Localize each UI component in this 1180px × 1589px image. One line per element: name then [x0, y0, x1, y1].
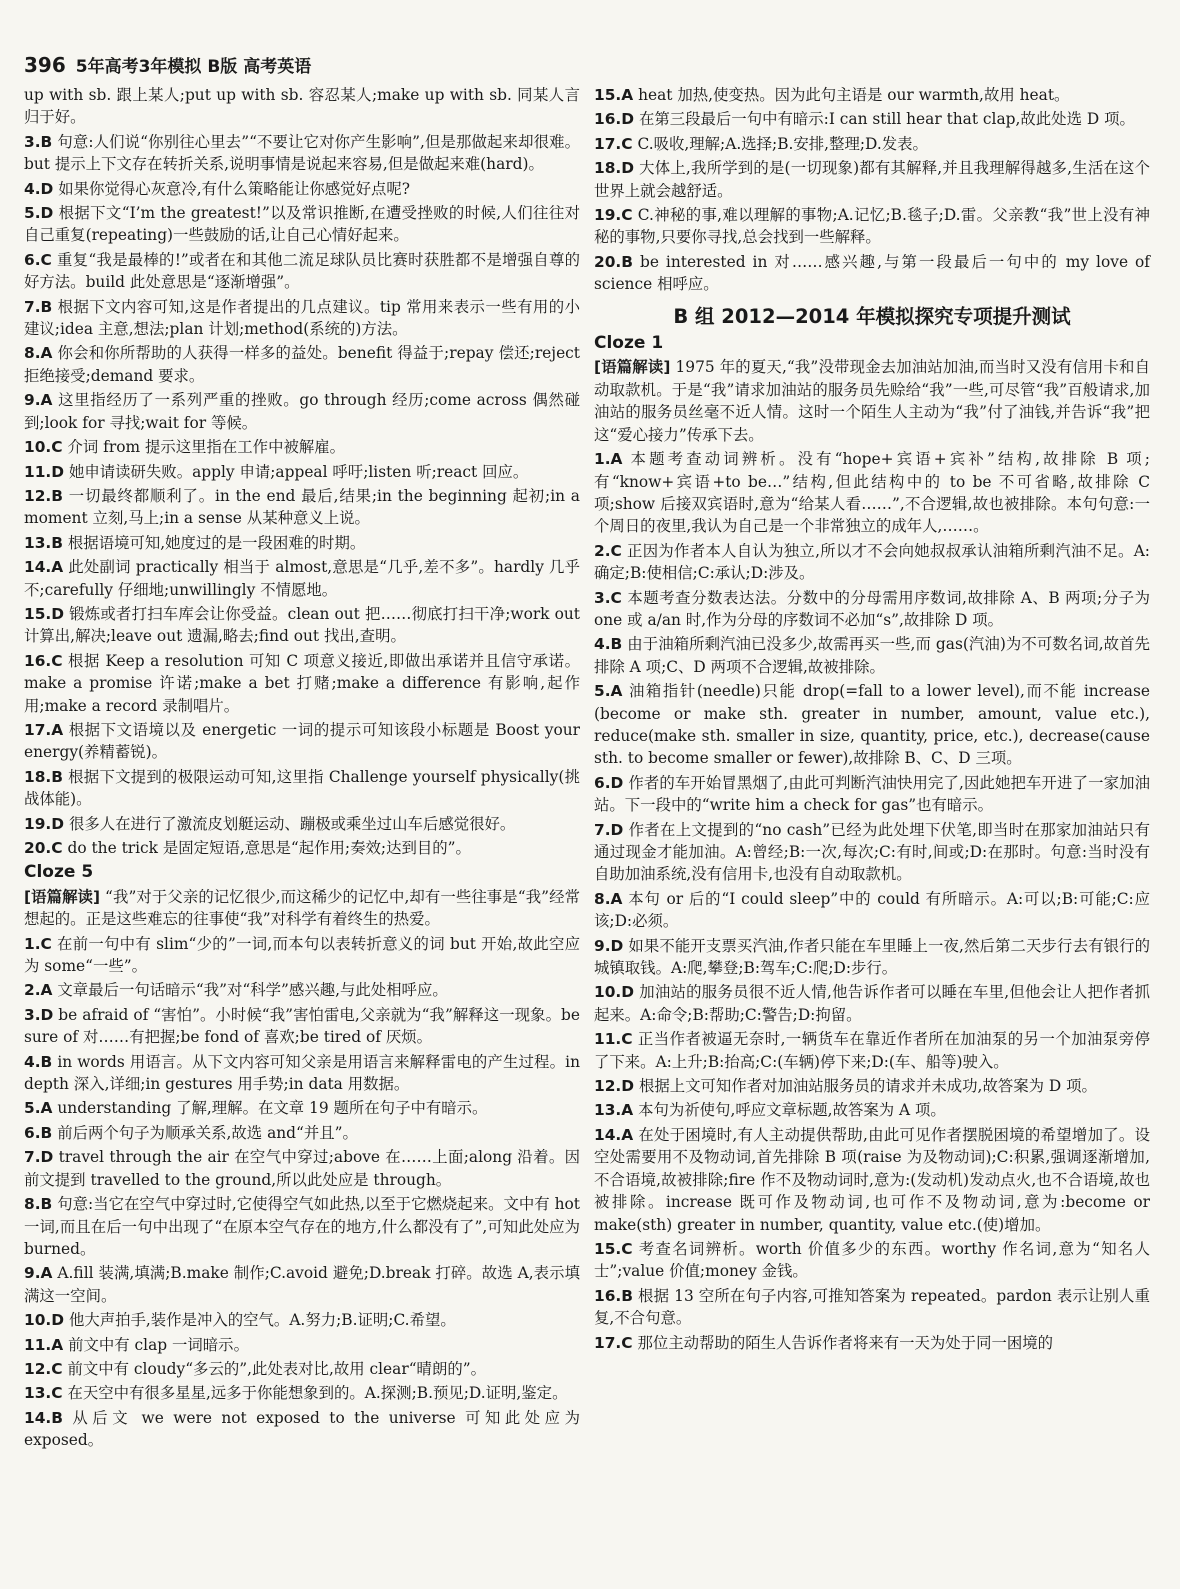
- answer-explanation: 锻炼或者打扫车库会让你受益。clean out 把……彻底打扫干净;work out 计算出,解决;leave out 遗漏,略去;find out 找出,查明。: [24, 604, 580, 646]
- answer-item: [24, 837, 580, 859]
- answer-number: 6.C: [24, 250, 52, 269]
- answer-item: [594, 540, 1150, 585]
- answer-explanation: 句意:人们说“你别往心里去”“不要让它对你产生影响”,但是那做起来却很难。but 提示上下文存在转折关系,说明事情是说起来容易,但是做起来难(hard)。: [24, 132, 580, 174]
- answer-item: [24, 813, 580, 835]
- answer-number: 15.D: [24, 604, 65, 623]
- answer-explanation: be interested in 对……感兴趣,与第一段最后一句中的 my love of science 相呼应。: [594, 252, 1150, 294]
- answer-explanation: C.神秘的事,难以理解的事物;A.记忆;B.毯子;D.雷。父亲教“我”世上没有神秘的事物,只要你寻找,总会找到一些解释。: [594, 206, 1150, 247]
- answer-item: [594, 1332, 1150, 1354]
- answer-item: [24, 178, 580, 200]
- answer-number: 1.C: [24, 934, 52, 953]
- answer-item: [24, 603, 580, 648]
- answer-explanation: 根据下文语境以及 energetic 一词的提示可知该段小标题是 Boost your energy(养精蓄锐)。: [24, 720, 580, 762]
- answer-explanation: 如果不能开支票买汽油,作者只能在车里睡上一夜,然后第二天步行去有银行的城镇取钱。A:爬,攀登;B:驾车;C:爬;D:步行。: [594, 936, 1150, 978]
- answer-number: 9.D: [594, 936, 624, 955]
- answer-explanation: 正当作者被逼无奈时,一辆货车在靠近作者所在加油泵的另一个加油泵旁停了下来。A:上升;B:抬高;C:(车辆)停下来;D:(车、船等)驶入。: [594, 1030, 1150, 1071]
- answer-number: 4.D: [24, 179, 54, 198]
- answer-item: [594, 587, 1150, 632]
- answer-number: 18.B: [24, 767, 63, 786]
- answer-item: [594, 448, 1150, 538]
- answer-explanation: 根据语境可知,她度过的是一段困难的时期。: [67, 533, 366, 552]
- answer-explanation: travel through the air 在空气中穿过;above 在……上面;along 沿着。因前文提到 travelled to the ground,所以此处应是 through。: [24, 1148, 580, 1189]
- answer-item: [24, 389, 580, 434]
- answer-item: [24, 1146, 580, 1191]
- answer-item: [24, 1309, 580, 1331]
- answer-number: 6.D: [594, 773, 624, 792]
- answer-explanation: 你会和你所帮助的人获得一样多的益处。benefit 得益于;repay 偿还;reject 拒绝接受;demand 要求。: [24, 344, 580, 385]
- answer-number: 12.B: [24, 486, 63, 505]
- answer-item: [24, 1407, 580, 1452]
- answer-number: 15.A: [594, 86, 634, 104]
- answer-item: [594, 251, 1150, 296]
- answer-number: 4.B: [594, 635, 623, 654]
- answer-explanation: C.吸收,理解;A.选择;B.安排,整理;D.发表。: [637, 134, 928, 153]
- answer-item: [24, 719, 580, 764]
- answer-item: [24, 1097, 580, 1119]
- answer-explanation: 由于油箱所剩汽油已没多少,故需再买一些,而 gas(汽油)为不可数名词,故首先排除 A 项;C、D 两项不合逻辑,故被排除。: [594, 635, 1150, 676]
- answer-item: [594, 888, 1150, 933]
- answer-item: [24, 1051, 580, 1096]
- answer-explanation: 在前一句中有 slim“少的”一词,而本句以表转折意义的词 but 开始,故此空应为 some“一些”。: [24, 934, 580, 976]
- answer-number: 19.C: [594, 206, 633, 225]
- answer-number: 20.C: [24, 839, 63, 857]
- answer-item: [24, 296, 580, 341]
- answer-number: [语篇解读]: [594, 358, 671, 377]
- answer-item: [24, 933, 580, 978]
- answer-explanation: 考查名词辨析。worth 价值多少的东西。worthy 作名词,意为“知名人士”;value 价值;money 金钱。: [594, 1239, 1150, 1281]
- answer-number: 11.C: [594, 1030, 633, 1049]
- answer-item: [24, 342, 580, 387]
- answer-item: [24, 556, 580, 601]
- answer-explanation: 前文中有 cloudy“多云的”,此处表对比,故用 clear“晴朗的”。: [67, 1359, 486, 1378]
- answer-number: 4.B: [24, 1052, 53, 1071]
- answer-number: 11.A: [24, 1335, 64, 1354]
- answer-number: 10.D: [24, 1311, 65, 1330]
- answer-item: [594, 1238, 1150, 1283]
- answer-explanation: 在天空中有很多星星,远多于你能想象到的。A.探测;B.预见;D.证明,鉴定。: [67, 1384, 568, 1403]
- answer-number: 8.A: [594, 889, 623, 908]
- answer-explanation: 她申请读研失败。apply 申请;appeal 呼吁;listen 听;react 回应。: [68, 462, 529, 481]
- answer-explanation: 那位主动帮助的陌生人告诉作者将来有一天为处于同一困境的: [637, 1333, 1054, 1352]
- answer-number: 5.A: [594, 682, 623, 701]
- answer-number: [语篇解读]: [24, 887, 101, 906]
- answer-item: [24, 436, 580, 458]
- answer-explanation: “我”对于父亲的记忆很少,而这稀少的记忆中,却有一些往事是“我”经常想起的。正是这些难忘的往事使“我”对科学有着终生的热爱。: [24, 887, 580, 929]
- answer-item: [594, 819, 1150, 886]
- answer-number: 17.A: [24, 720, 64, 739]
- group-heading: B 组 2012—2014 年模拟探究专项提升测试: [673, 304, 1071, 328]
- answer-item: [24, 886, 580, 931]
- answer-item: [24, 249, 580, 294]
- answer-number: 3.D: [24, 1005, 54, 1024]
- answer-number: 10.C: [24, 438, 63, 457]
- answer-explanation: 从后文 we were not exposed to the universe 可知此处应为 exposed。: [24, 1408, 580, 1450]
- section-title: Cloze 5: [24, 862, 94, 883]
- answer-item: [594, 133, 1150, 155]
- answer-item: [594, 356, 1150, 446]
- answer-number: 8.A: [24, 344, 53, 363]
- answer-number: 7.D: [594, 820, 624, 839]
- answer-explanation: 前后两个句子为顺承关系,故选 and“并且”。: [57, 1123, 358, 1142]
- answer-item: [24, 84, 580, 129]
- section-title: Cloze 1: [594, 333, 664, 354]
- answer-explanation: 根据下文内容可知,这是作者提出的几点建议。tip 常用来表示一些有用的小建议;idea 主意,想法;plan 计划;method(系统的)方法。: [24, 297, 580, 339]
- answer-explanation: 作者在上文提到的“no cash”已经为此处埋下伏笔,即当时在那家加油站只有通过现金才能加油。A:曾经;B:一次,每次;C:有时,间或;D:在那时。句意:当时没有自助加油系统,没有信用卡,也没有自动取款机。: [594, 820, 1150, 884]
- answer-explanation: 根据下文“I’m the greatest!”以及常识推断,在遭受挫败的时候,人们往往对自己重复(repeating)一些鼓励的话,让自己心情好起来。: [24, 204, 580, 245]
- answer-explanation: 句意:当它在空气中穿过时,它使得空气如此热,以至于它燃烧起来。文中有 hot 一词,而且在后一句中出现了“在原本空气存在的地方,什么都没有了”,可知此处应为 burned。: [24, 1195, 580, 1258]
- answer-explanation: be afraid of “害怕”。小时候“我”害怕雷电,父亲就为“我”解释这一现象。be sure of 对……有把握;be fond of 喜欢;be tired of 厌烦。: [24, 1005, 580, 1047]
- answer-explanation: 重复“我是最棒的!”或者在和其他二流足球队员比赛时获胜都不是增强自尊的好方法。build 此处意思是“逐渐增强”。: [24, 250, 580, 292]
- answer-explanation: 一切最终都顺利了。in the end 最后,结果;in the beginning 起初;in a moment 立刻,马上;in a sense 从某种意义上说。: [24, 486, 580, 528]
- answer-item: [24, 650, 580, 717]
- answer-item: [594, 981, 1150, 1026]
- answer-number: 20.B: [594, 252, 633, 271]
- answer-number: 16.D: [594, 110, 635, 129]
- answer-number: 3.B: [24, 132, 53, 151]
- answer-explanation: 在第三段最后一句中有暗示:I can still hear that clap,故此处选 D 项。: [638, 110, 1135, 129]
- answer-explanation: heat 加热,使变热。因为此句主语是 our warmth,故用 heat。: [638, 86, 1070, 104]
- answer-explanation: in words 用语言。从下文内容可知父亲是用语言来解释雷电的产生过程。in depth 深入,详细;in gestures 用手势;in data 用数据。: [24, 1052, 580, 1094]
- left-column: [24, 84, 580, 1454]
- answer-number: 12.D: [594, 1077, 635, 1096]
- answer-number: 14.A: [24, 558, 64, 577]
- answer-item: [24, 202, 580, 247]
- answer-number: 9.A: [24, 1264, 53, 1283]
- answer-explanation: 本句为祈使句,呼应文章标题,故答案为 A 项。: [638, 1101, 946, 1120]
- answer-number: 6.B: [24, 1123, 53, 1142]
- answer-number: 7.B: [24, 297, 53, 316]
- answer-explanation: 根据上文可知作者对加油站服务员的请求并未成功,故答案为 D 项。: [638, 1077, 1097, 1096]
- answer-explanation: 这里指经历了一系列严重的挫败。go through 经历;come across 偶然碰到;look for 寻找;wait for 等候。: [24, 391, 580, 432]
- answer-item: [24, 1122, 580, 1144]
- answer-number: 13.C: [24, 1384, 63, 1403]
- answer-explanation: 介词 from 提示这里指在工作中被解雇。: [67, 438, 346, 457]
- answer-item: [24, 131, 580, 176]
- answer-explanation: 大体上,我所学到的是(一切现象)都有其解释,并且我理解得越多,生活在这个世界上就会越舒适。: [594, 159, 1150, 200]
- answer-explanation: 前文中有 clap 一词暗示。: [68, 1335, 249, 1354]
- answer-number: 12.C: [24, 1359, 63, 1378]
- answer-explanation: 他大声拍手,装作是冲入的空气。A.努力;B.证明;C.希望。: [68, 1311, 456, 1330]
- answer-explanation: 正因为作者本人自认为独立,所以才不会向她叔叔承认油箱所剩汽油不足。A:确定;B:使相信;C:承认;D:涉及。: [594, 541, 1150, 583]
- answer-explanation: understanding 了解,理解。在文章 19 题所在句子中有暗示。: [57, 1099, 488, 1118]
- answer-number: 2.C: [594, 541, 622, 560]
- answer-number: 15.C: [594, 1239, 633, 1258]
- answer-explanation: 在处于困境时,有人主动提供帮助,由此可见作者摆脱困境的希望增加了。设空处需要用不及物动词,首先排除 B 项(raise 为及物动词);C:积累,强调逐渐增加,不合语境,故被排除;fire 作不及物动词时,意为:(发动机)发动点火,也不合语境,故也被排除。increase 既可作及物动词,也可作不及物动词,意为:become or make(sth) greater in number, quantity, value etc.(使)增加。: [594, 1125, 1150, 1234]
- answer-item: [594, 680, 1150, 770]
- answer-number: 14.A: [594, 1125, 634, 1144]
- answer-item: [594, 1099, 1150, 1121]
- book-title: 5年高考3年模拟 B版 高考英语: [75, 57, 312, 77]
- answer-number: 9.A: [24, 391, 53, 410]
- answer-item: [24, 532, 580, 554]
- answer-explanation: 根据 Keep a resolution 可知 C 项意义接近,即做出承诺并且信守承诺。make a promise 许诺;make a bet 打赌;make a difference 有影响,起作用;make a record 录制唱片。: [24, 651, 580, 715]
- answer-number: 13.A: [594, 1101, 634, 1120]
- answer-explanation: 本题考查动词辨析。没有“hope+宾语+宾补”结构,故排除 B 项;有“know+宾语+to be…”结构,但此结构中的 to be 不可省略,故排除 C 项;show 后接双宾语时,意为“给某人看……”,不合逻辑,故也被排除。本句句意:一个周日的夜里,我认为自己是一个非常独立的成年人,……。: [594, 450, 1150, 536]
- answer-number: 18.D: [594, 159, 635, 178]
- answer-explanation: 文章最后一句话暗示“我”对“科学”感兴趣,与此处相呼应。: [57, 981, 448, 1000]
- answer-item: [24, 1193, 580, 1260]
- answer-item: [594, 84, 1150, 106]
- answer-number: 5.A: [24, 1099, 53, 1118]
- answer-number: 17.C: [594, 1333, 633, 1352]
- answer-number: 1.A: [594, 450, 623, 469]
- answer-item: [24, 485, 580, 530]
- answer-number: 2.A: [24, 981, 53, 1000]
- answer-item: [594, 1285, 1150, 1330]
- answer-explanation: do the trick 是固定短语,意思是“起作用;奏效;达到目的”。: [67, 839, 471, 857]
- answer-number: 11.D: [24, 462, 65, 481]
- answer-explanation: 本题考查分数表达法。分数中的分母需用序数词,故排除 A、B 两项;分子为 one 或 a/an 时,作为分母的序数词不必加“s”,故排除 D 项。: [594, 588, 1150, 629]
- answer-explanation: 很多人在进行了激流皮划艇运动、蹦极或乘坐过山车后感觉很好。: [68, 814, 516, 833]
- answer-number: 19.D: [24, 814, 65, 833]
- answer-number: 8.B: [24, 1195, 53, 1214]
- right-column: [594, 84, 1150, 1356]
- page-header: [24, 52, 311, 78]
- answer-number: 14.B: [24, 1408, 63, 1427]
- answer-number: 5.D: [24, 204, 54, 223]
- answer-item: [594, 204, 1150, 249]
- answer-item: [24, 1334, 580, 1356]
- answer-explanation: 作者的车开始冒黑烟了,由此可判断汽油快用完了,因此她把车开进了一家加油站。下一段中的“write him a check for gas”也有暗示。: [594, 773, 1150, 815]
- answer-item: [24, 979, 580, 1001]
- answer-number: 3.C: [594, 588, 622, 607]
- answer-explanation: 如果你觉得心灰意冷,有什么策略能让你感觉好点呢?: [58, 179, 410, 198]
- answer-item: [24, 461, 580, 483]
- answer-explanation: 根据下文提到的极限运动可知,这里指 Challenge yourself physically(挑战体能)。: [24, 767, 580, 809]
- answer-item: [594, 108, 1150, 130]
- answer-item: [594, 1124, 1150, 1236]
- answer-number: 13.B: [24, 533, 63, 552]
- answer-number: 7.D: [24, 1148, 54, 1167]
- answer-explanation: 油箱指针(needle)只能 drop(=fall to a lower level),而不能 increase (become or make sth. greater in number, amount, value etc.), reduce(make sth. smaller in size, quantity, price, etc.), decrease(cause sth. to become smaller or fewer),故排除 B、C、D 三项。: [594, 682, 1150, 768]
- answer-item: [594, 1028, 1150, 1073]
- answer-explanation: up with sb. 跟上某人;put up with sb. 容忍某人;make up with sb. 同某人言归于好。: [24, 86, 580, 127]
- answer-explanation: A.fill 装满,填满;B.make 制作;C.avoid 避免;D.break 打碎。故选 A,表示填满这一空间。: [24, 1264, 580, 1305]
- answer-explanation: 根据 13 空所在句子内容,可推知答案为 repeated。pardon 表示让别人重复,不合句意。: [594, 1286, 1150, 1328]
- answer-number: 16.C: [24, 651, 63, 670]
- answer-explanation: 本句 or 后的“I could sleep”中的 could 有所暗示。A:可以;B:可能;C:应该;D:必须。: [594, 889, 1150, 931]
- answer-item: [24, 1262, 580, 1307]
- answer-item: [594, 772, 1150, 817]
- answer-item: [24, 1358, 580, 1380]
- answer-item: [24, 766, 580, 811]
- answer-number: 10.D: [594, 983, 635, 1002]
- answer-item: [594, 1075, 1150, 1097]
- answer-item: [24, 1004, 580, 1049]
- page-number: 396: [24, 53, 66, 77]
- answer-explanation: 此处副词 practically 相当于 almost,意思是“几乎,差不多”。hardly 几乎不;carefully 仔细地;unwillingly 不情愿地。: [24, 558, 580, 599]
- answer-number: 17.C: [594, 134, 633, 153]
- answer-number: 16.B: [594, 1286, 633, 1305]
- answer-explanation: 加油站的服务员很不近人情,他告诉作者可以睡在车里,但他会让人把作者抓起来。A:命令;B:帮助;C:警告;D:拘留。: [594, 983, 1150, 1024]
- answer-item: [594, 935, 1150, 980]
- answer-explanation: 1975 年的夏天,“我”没带现金去加油站加油,而当时又没有信用卡和自动取款机。于是“我”请求加油站的服务员先赊给“我”一些,可尽管“我”百般请求,加油站的服务员丝毫不近人情。这时一个陌生人主动为“我”付了油钱,并告诉“我”把这“爱心接力”传承下去。: [594, 358, 1150, 444]
- answer-item: [594, 157, 1150, 202]
- answer-item: [594, 633, 1150, 678]
- answer-item: [24, 1382, 580, 1404]
